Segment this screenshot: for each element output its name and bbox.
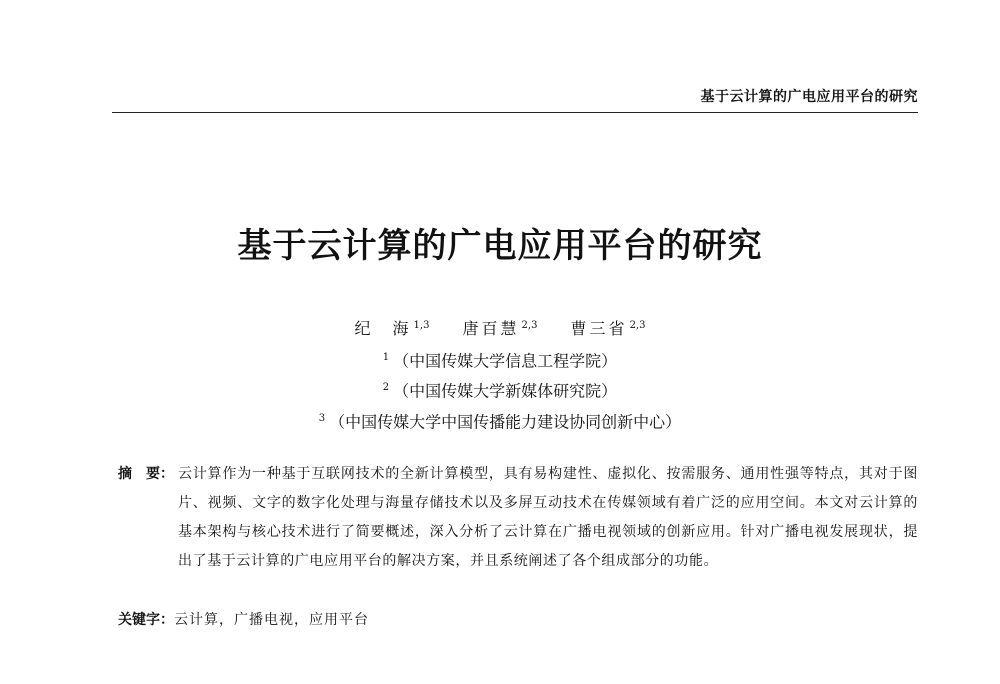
author-2	[463, 319, 538, 338]
abstract-block	[118, 460, 918, 576]
author-list	[0, 316, 1000, 339]
abstract-label: 摘 要：	[118, 466, 174, 482]
author-affil-marker: 2,3	[521, 319, 538, 331]
affiliation-2	[0, 374, 1000, 404]
affiliation-marker: 3	[318, 412, 326, 424]
author-affil-marker: 1,3	[413, 319, 430, 331]
affiliation-1	[0, 344, 1000, 374]
affiliation-marker: 1	[382, 352, 390, 363]
author-1	[355, 319, 430, 338]
paper-title: 基于云计算的广电应用平台的研究	[237, 226, 763, 266]
author-name: 曹三省	[570, 319, 628, 338]
author-name: 纪 海	[354, 319, 412, 338]
author-3	[571, 319, 646, 338]
keywords-block	[118, 609, 369, 629]
keywords-label: 关键字：	[118, 612, 174, 628]
running-head-title: 基于云计算的广电应用平台的研究	[700, 89, 918, 105]
author-name: 唐百慧	[462, 319, 520, 338]
affiliation-text: （中国传媒大学新媒体研究院）	[393, 381, 618, 401]
affiliation-text: （中国传媒大学中国传播能力建设协同创新中心）	[329, 411, 682, 431]
header-rule	[112, 112, 918, 113]
affiliation-3	[0, 405, 1000, 435]
affiliation-text: （中国传媒大学信息工程学院）	[393, 351, 618, 371]
affiliation-marker: 2	[382, 382, 390, 394]
author-affil-marker: 2,3	[629, 319, 646, 331]
affiliation-list	[0, 344, 1000, 435]
abstract-text: 云计算作为一种基于互联网技术的全新计算模型，具有易构建性、虚拟化、按需服务、通用性强等特点，其对于图片、视频、文字的数字化处理与海量存储技术以及多屏互动技术在传媒领域有着广泛的应用空间。本文对云计算的基本架构与核心技术进行了简要概述，深入分析了云计算在广播电视领域的创新应用。针对广播电视发展现状，提出了基于云计算的广电应用平台的解决方案，并且系统阐述了各个组成部分的功能。	[178, 466, 918, 569]
keywords-text: 云计算，广播电视，应用平台	[174, 612, 369, 628]
